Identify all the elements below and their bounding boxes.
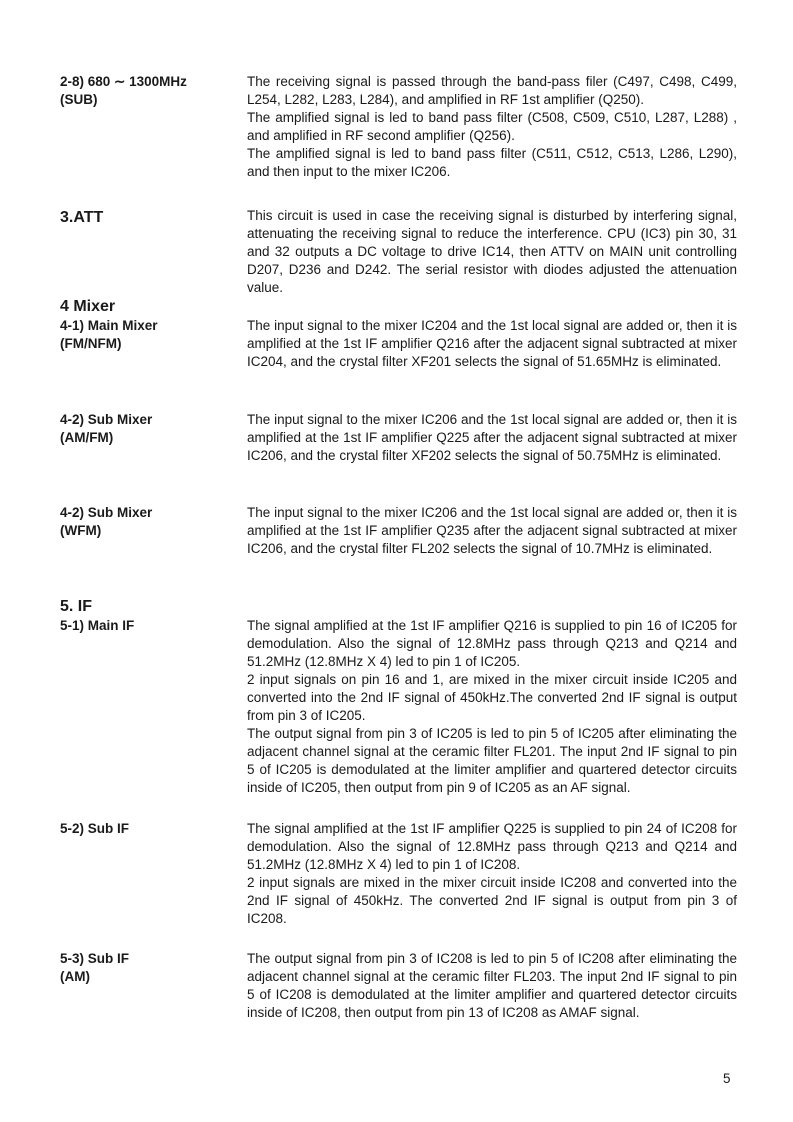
section-label-2-8: 2-8) 680 ∼ 1300MHz (SUB)	[60, 74, 187, 107]
paragraph: The amplified signal is led to band pass filter (C511, C512, C513, L286, L290), and then input to the mixer IC206.	[247, 146, 737, 179]
section-body-5-3	[247, 950, 737, 1022]
section-body-4-1	[247, 317, 737, 371]
section-body-2-8	[247, 73, 737, 181]
section-body-5-2	[247, 820, 737, 928]
section-heading-if: 5. IF	[60, 598, 93, 615]
paragraph: The input signal to the mixer IC204 and the 1st local signal are added or, then it is amplified at the 1st IF amplifier Q216 after the adjacent signal subtracted at mixer IC204, and the crystal filter XF201 selects the signal of 51.65MHz is eliminated.	[247, 318, 737, 369]
paragraph: The signal amplified at the 1st IF amplifier Q225 is supplied to pin 24 of IC208 for demodulation. Also the signal of 12.8MHz pass through Q213 and Q214 and 51.2MHz (12.8MHz X 4) led to pin 1 of IC208.	[247, 821, 737, 872]
section-body-4-2-amfm	[247, 411, 737, 465]
section-label-5-1: 5-1) Main IF	[60, 618, 135, 633]
page-number: 5	[723, 1071, 731, 1086]
section-body-4-2-wfm	[247, 504, 737, 558]
paragraph: The output signal from pin 3 of IC205 is led to pin 5 of IC205 after eliminating the adjacent channel signal at the ceramic filter FL201. The input 2nd IF signal to pin 5 of IC205 is demodulated at the limiter amplifier and quartered detector circuits inside of IC205, then output from pin 9 of IC205 as an AF signal.	[247, 726, 737, 795]
paragraph: The input signal to the mixer IC206 and the 1st local signal are added or, then it is amplified at the 1st IF amplifier Q225 after the adjacent signal subtracted at mixer IC206, and the crystal filter XF202 selects the signal of 50.75MHz is eliminated.	[247, 412, 737, 463]
section-label-4-2-wfm: 4-2) Sub Mixer (WFM)	[60, 505, 153, 538]
paragraph: The input signal to the mixer IC206 and the 1st local signal are added or, then it is amplified at the 1st IF amplifier Q235 after the adjacent signal subtracted at mixer IC206, and the crystal filter FL202 selects the signal of 10.7MHz is eliminated.	[247, 505, 737, 556]
paragraph: The receiving signal is passed through the band-pass filer (C497, C498, C499, L254, L282, L283, L284), and amplified in RF 1st amplifier (Q250).	[247, 74, 737, 107]
paragraph: This circuit is used in case the receiving signal is disturbed by interfering signal, attenuating the receiving signal to reduce the interference. CPU (IC3) pin 30, 31 and 32 outputs a DC voltage to drive IC14, then ATTV on MAIN unit controlling D207, D236 and D242. The serial resistor with diodes adjusted the attenuation value.	[247, 208, 737, 295]
section-heading-att: 3.ATT	[60, 209, 104, 226]
section-label-4-2-amfm: 4-2) Sub Mixer (AM/FM)	[60, 412, 153, 445]
paragraph: The signal amplified at the 1st IF amplifier Q216 is supplied to pin 16 of IC205 for demodulation. Also the signal of 12.8MHz pass through Q213 and Q214 and 51.2MHz (12.8MHz X 4) led to pin 1 of IC205.	[247, 618, 737, 669]
section-body-5-1	[247, 617, 737, 797]
paragraph: The output signal from pin 3 of IC208 is led to pin 5 of IC208 after eliminating the adjacent channel signal at the ceramic filter FL203. The input 2nd IF signal to pin 5 of IC208 is demodulated at the limiter amplifier and quartered detector circuits inside of IC208, then output from pin 13 of IC208 as AMAF signal.	[247, 951, 737, 1020]
section-label-5-2: 5-2) Sub IF	[60, 821, 130, 836]
section-body-att	[247, 207, 737, 297]
paragraph: The amplified signal is led to band pass filter (C508, C509, C510, L287, L288) , and amplified in RF second amplifier (Q256).	[247, 110, 737, 143]
section-label-4-1: 4-1) Main Mixer (FM/NFM)	[60, 318, 158, 351]
paragraph: 2 input signals are mixed in the mixer circuit inside IC208 and converted into the 2nd IF signal of 450kHz. The converted 2nd IF signal is output from pin 3 of IC208.	[247, 875, 737, 926]
section-label-5-3: 5-3) Sub IF (AM)	[60, 951, 130, 984]
section-heading-mixer: 4 Mixer	[60, 298, 116, 315]
paragraph: 2 input signals on pin 16 and 1, are mixed in the mixer circuit inside IC205 and converted into the 2nd IF signal of 450kHz.The converted 2nd IF signal is output from pin 3 of IC205.	[247, 672, 737, 723]
